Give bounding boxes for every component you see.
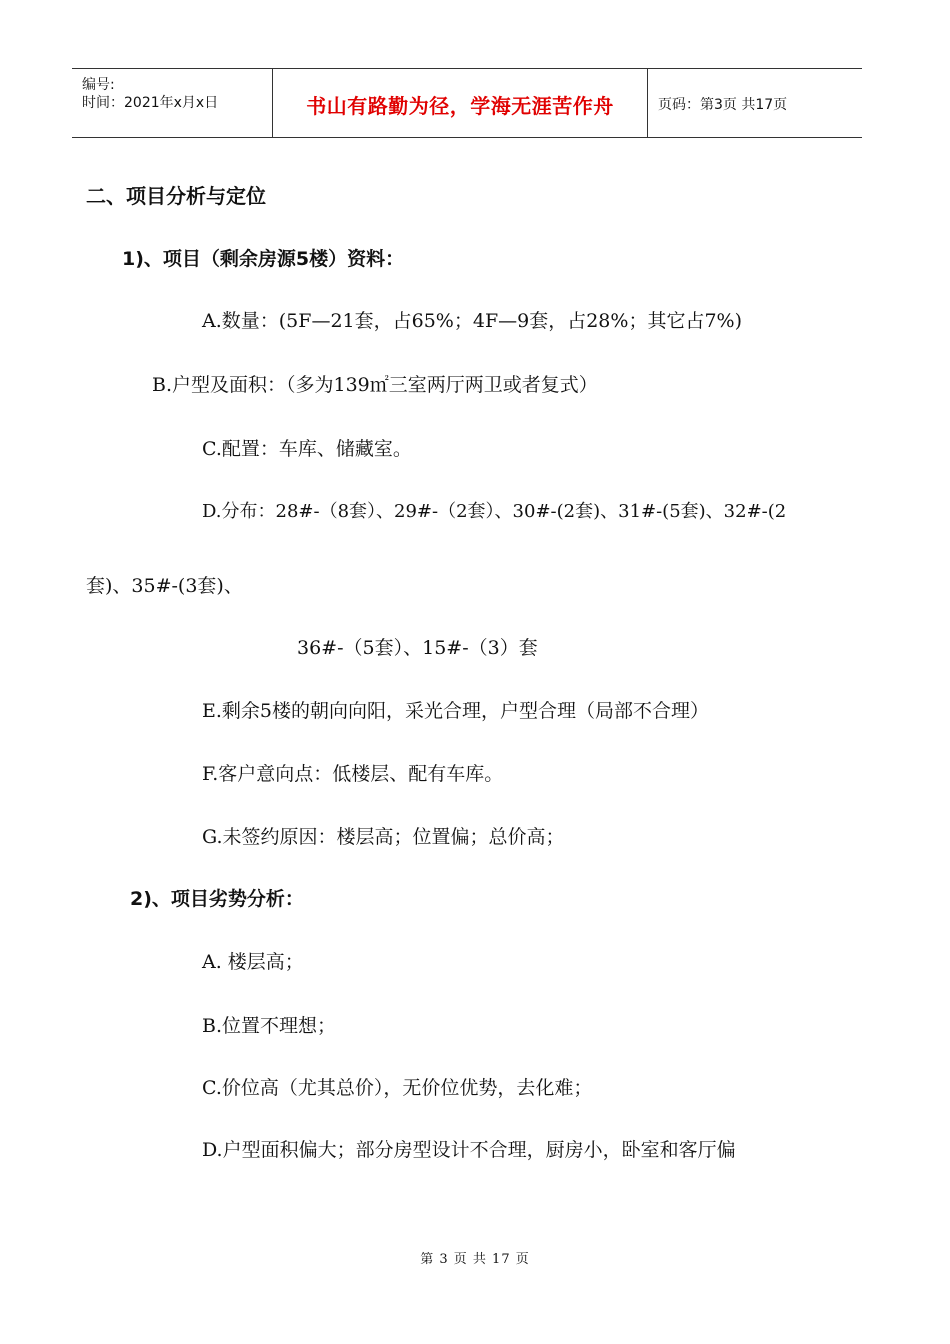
item-orientation: E.剩余5楼的朝向向阳，采光合理，户型合理（局部不合理）: [202, 700, 709, 722]
item-distribution-line2: 套)、35#-(3套)、: [86, 575, 243, 597]
subsection-title-weakness: 2)、项目劣势分析：: [130, 888, 304, 910]
subsection-title-materials: 1)、项目（剩余房源5楼）资料：: [122, 248, 405, 270]
document-time-label: 时间：2021年x月x日: [82, 95, 219, 111]
item-distribution-line1: D.分布：28#-（8套）、29#-（2套）、30#-(2套)、31#-(5套)、32#-(2: [202, 501, 787, 522]
document-number-label: 编号:: [82, 77, 115, 93]
item-customer-interest: F.客户意向点：低楼层、配有车库。: [202, 763, 504, 785]
weakness-location: B.位置不理想；: [202, 1015, 337, 1037]
item-configuration: C.配置：车库、储藏室。: [202, 438, 412, 460]
item-unit-type-area: B.户型及面积：（多为139㎡三室两厅两卫或者复式）: [152, 374, 598, 396]
item-unsigned-reasons: G.未签约原因：楼层高；位置偏；总价高；: [202, 826, 565, 848]
weakness-floor-height: A. 楼层高；: [202, 951, 304, 973]
header-motto: 书山有路勤为径，学海无涯苦作舟: [306, 94, 614, 118]
section-title: 二、项目分析与定位: [86, 184, 266, 208]
header-motto-cell: [273, 69, 648, 137]
weakness-unit-size: D.户型面积偏大；部分房型设计不合理，厨房小，卧室和客厅偏: [202, 1139, 736, 1161]
item-distribution-line3: 36#-（5套）、15#-（3）套: [297, 637, 538, 659]
item-quantity: A.数量：(5F—21套，占65%；4F—9套，占28%；其它占7%): [202, 310, 742, 332]
header-page-cell: [648, 69, 862, 137]
header-page-info: 页码：第3页 共17页: [658, 97, 788, 113]
page-header: [72, 68, 862, 138]
page-footer: 第 3 页 共 17 页: [420, 1252, 530, 1267]
weakness-price: C.价位高（尤其总价），无价位优势，去化难；: [202, 1077, 593, 1099]
header-meta-cell: [72, 69, 273, 137]
